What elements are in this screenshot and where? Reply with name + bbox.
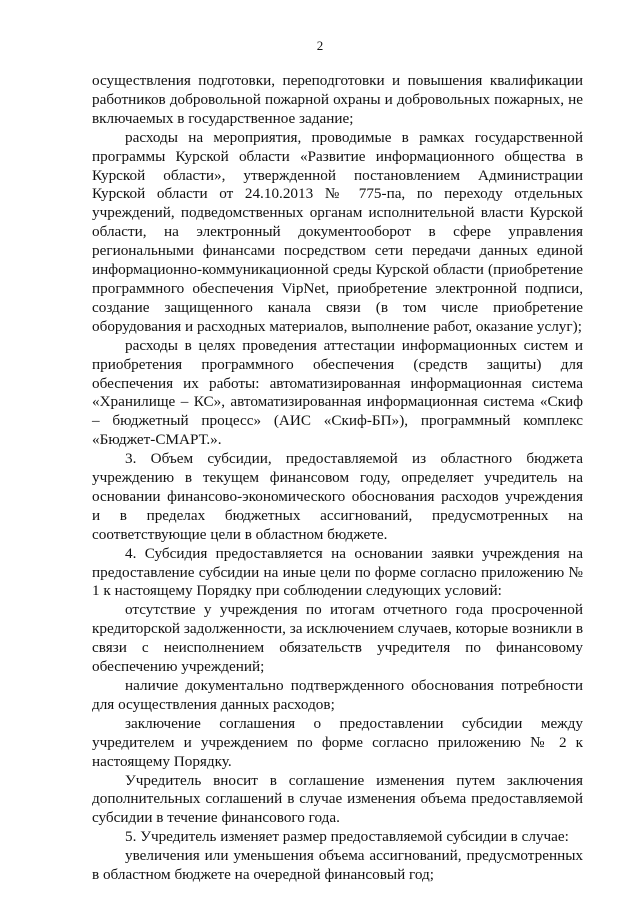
- paragraph-subsidy-volume: 3. Объем субсидии, предоставляемой из областного бюджета учреждению в текущем финансовом году, определяет учредитель на основании финансово-экономического обоснования расходов учреждения и в пределах бюджетных ассигнований, предусмотренных на соответствующие цели в областном бюджете.: [92, 450, 583, 543]
- paragraph-information-society-expenses: расходы на мероприятия, проводимые в рамках государственной программы Курской области «Развитие информационного общества в Курской области», утвержденной постановлением Администрации Курской области от 24.10.2013 № 775-па, по переходу отдельных учреждений, подведомственных органам исполнительной власти Курской области, на электронный документооборот в сфере управления региональными финансами посредством сети передачи данных единой информационно-коммуникационной среды Курской области (приобретение программного обеспечения VipNet, приобретение электронной подписи, создание защищенного канала связи (в том числе приобретение оборудования и расходных материалов, выполнение работ, оказание услуг);: [92, 128, 583, 335]
- paragraph-condition-justification: наличие документально подтвержденного обоснования потребности для осуществления данных расходов;: [92, 677, 583, 713]
- paragraph-appropriations-change: увеличения или уменьшения объема ассигнований, предусмотренных в областном бюджете на очередной финансовый год;: [92, 847, 583, 884]
- paragraph-condition-agreement: заключение соглашения о предоставлении субсидии между учредителем и учреждением по форме согласно приложению № 2 к настоящему Порядку.: [92, 714, 583, 770]
- page-number: 2: [316, 38, 324, 53]
- paragraph-condition-no-debt: отсутствие у учреждения по итогам отчетного года просроченной кредиторской задолженности, за исключением случаев, которые возникли в связи с неисполнением обязательств учредителя по финансовому обеспечению учреждений;: [92, 601, 583, 676]
- paragraph-training-continuation: осуществления подготовки, переподготовки и повышения квалификации работников добровольной пожарной охраны и добровольных пожарных, не включаемых в государственное задание;: [92, 72, 583, 127]
- document-body: [92, 72, 583, 885]
- paragraph-subsidy-change-cases: 5. Учредитель изменяет размер предоставляемой субсидии в случае:: [125, 828, 569, 846]
- paragraph-attestation-expenses: расходы в целях проведения аттестации информационных систем и приобретения программного обеспечения (средств защиты) для обеспечения их работы: автоматизированная информационная система «Хранилище – КС», автоматизированная информационная система «Скиф – бюджетный процесс» (АИС «Скиф-БП»), программный комплекс «Бюджет-СМАРТ.».: [92, 336, 583, 449]
- paragraph-agreement-changes: Учредитель вносит в соглашение изменения путем заключения дополнительных соглашений в случае изменения объема предоставляемой субсидии в течение финансового года.: [92, 771, 583, 827]
- paragraph-subsidy-application: 4. Субсидия предоставляется на основании заявки учреждения на предоставление субсидии на иные цели по форме согласно приложению № 1 к настоящему Порядку при соблюдении следующих условий:: [92, 544, 583, 600]
